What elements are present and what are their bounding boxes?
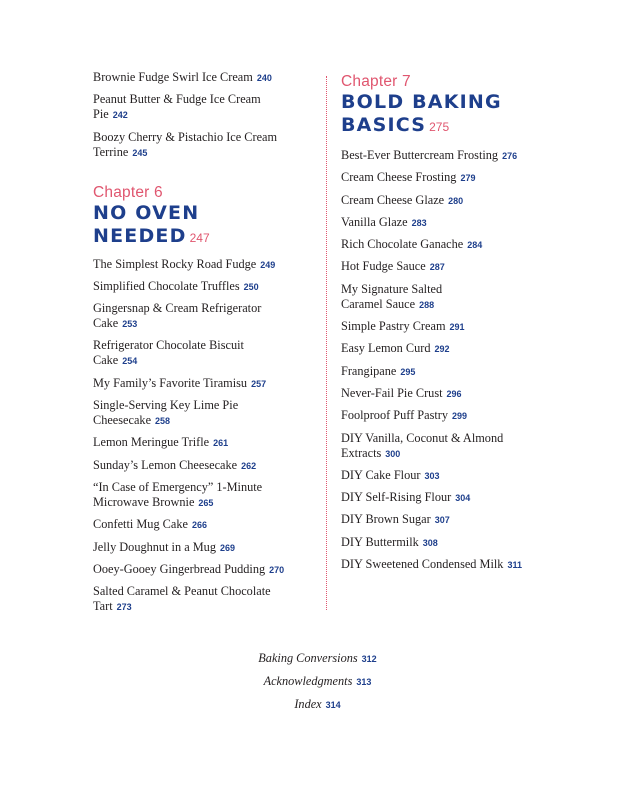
entry-page-number: 240 (256, 73, 272, 83)
entry-title: Cheesecake (93, 413, 152, 428)
entry-page-number: 311 (507, 560, 522, 571)
chapter-label: Chapter 7 (341, 73, 411, 90)
toc-entry[interactable] (341, 215, 556, 231)
chapter-page: 275 (429, 120, 450, 134)
entry-title: Lemon Meringue Trifle (93, 435, 210, 450)
entry-title: My Signature Salted (341, 281, 443, 296)
entry-title: Pie (93, 107, 109, 122)
entry-page-number: 273 (116, 602, 132, 613)
entry-page-number: 287 (429, 262, 445, 273)
entry-title: DIY Buttermilk (341, 534, 419, 549)
entry-title: Single-Serving Key Lime Pie (93, 398, 239, 413)
entry-page-number: 270 (269, 564, 285, 575)
entry-page-number: 258 (155, 416, 171, 427)
toc-entry[interactable] (93, 540, 293, 556)
entry-page-number: 254 (122, 356, 138, 367)
entry-page-number: 291 (449, 322, 465, 333)
toc-entry[interactable] (93, 301, 293, 332)
toc-entry[interactable] (341, 193, 556, 209)
entry-title: Frangipane (341, 363, 397, 378)
entry-page-number: 279 (460, 173, 476, 184)
entry-page-number: 266 (191, 520, 207, 531)
entry-title: Brownie Fudge Swirl Ice Cream (93, 70, 253, 84)
chapter-7-entries (341, 148, 556, 573)
back-entry[interactable]: Acknowledgments 313 (263, 674, 372, 688)
entry-title: Tart (93, 599, 113, 614)
entry-page-number: 245 (132, 147, 148, 158)
toc-entry[interactable] (341, 535, 556, 551)
entry-page-number: 262 (241, 460, 257, 471)
back-entry[interactable]: Baking Conversions 312 (258, 651, 377, 665)
entry-title: Easy Lemon Curd (341, 341, 431, 356)
toc-entry[interactable] (341, 282, 556, 313)
entry-page-number: 280 (448, 195, 464, 206)
toc-entry[interactable] (93, 398, 293, 429)
entry-title: Salted Caramel & Peanut Chocolate (93, 584, 271, 599)
toc-entry[interactable] (93, 279, 293, 295)
chapter-6-entries (93, 257, 293, 616)
toc-entry[interactable] (93, 458, 293, 474)
toc-entry[interactable] (341, 170, 556, 186)
entry-title: Cream Cheese Frosting (341, 170, 457, 185)
toc-entry[interactable] (341, 468, 556, 484)
toc-entry[interactable] (341, 408, 556, 424)
toc-entry[interactable] (341, 319, 556, 335)
column-divider (326, 76, 327, 610)
entry-title: Cake (93, 353, 119, 368)
entry-title: Best-Ever Buttercream Frosting (341, 148, 499, 162)
entry-page-number: 288 (419, 299, 435, 310)
toc-entry[interactable] (93, 562, 293, 578)
entry-page-number: 308 (422, 537, 438, 548)
chapter-7-heading (341, 73, 556, 139)
toc-entry[interactable] (93, 517, 293, 533)
right-column (341, 70, 556, 579)
toc-entry[interactable] (341, 557, 556, 573)
entry-title: My Family’s Favorite Tiramisu (93, 375, 248, 390)
entry-page-number: 304 (455, 493, 471, 504)
toc-entry[interactable] (341, 259, 556, 275)
entry-title: DIY Vanilla, Coconut & Almond (341, 430, 504, 445)
entry-title: Cake (93, 316, 119, 331)
entry-page-number: 261 (213, 438, 229, 449)
entry-page-number: 284 (467, 240, 483, 251)
chapter-page: 247 (189, 230, 210, 245)
entry-page-number: 295 (400, 366, 416, 377)
entry-title: DIY Sweetened Condensed Milk (341, 557, 504, 572)
entry-page-number: 242 (112, 110, 128, 121)
entry-page-number: 276 (502, 151, 518, 161)
entry-title: DIY Self-Rising Flour (341, 490, 452, 505)
entry-page-number: 253 (122, 319, 138, 330)
entry-title: Cream Cheese Glaze (341, 192, 445, 207)
toc-entry[interactable] (93, 92, 293, 123)
entry-page-number: 299 (452, 411, 468, 422)
entry-title: “In Case of Emergency” 1-Minute (93, 479, 263, 494)
entry-page-number: 269 (219, 542, 235, 553)
chapter-label: Chapter 6 (93, 183, 163, 201)
entry-title: Simple Pastry Cream (341, 319, 446, 334)
toc-entry[interactable] (341, 364, 556, 380)
entry-title: Hot Fudge Sauce (341, 259, 426, 274)
toc-entry[interactable] (93, 376, 293, 392)
entry-title: Caramel Sauce (341, 296, 416, 311)
entry-page-number: 300 (385, 448, 401, 459)
entry-page-number: 257 (251, 378, 267, 389)
toc-entry[interactable] (341, 237, 556, 253)
toc-entry[interactable] (93, 584, 293, 615)
entry-title: Ooey-Gooey Gingerbread Pudding (93, 561, 266, 576)
entry-title: Gingersnap & Cream Refrigerator (93, 301, 262, 316)
chapter-title: NO OVEN NEEDED 247 (93, 201, 210, 247)
entry-title: Never-Fail Pie Crust (341, 385, 443, 400)
entry-title: DIY Cake Flour (341, 467, 421, 482)
chapter-6-heading (93, 184, 293, 250)
entry-page-number: 307 (434, 515, 450, 526)
entry-page-number: 249 (260, 259, 276, 270)
entry-title: Microwave Brownie (93, 494, 195, 509)
entry-title: Boozy Cherry & Pistachio Ice Cream (93, 129, 278, 144)
toc-entry[interactable] (93, 435, 293, 451)
entry-title: Foolproof Puff Pastry (341, 408, 449, 423)
entry-title: Simplified Chocolate Truffles (93, 278, 240, 293)
entry-page-number: 292 (434, 344, 450, 355)
toc-entry[interactable] (341, 490, 556, 506)
entry-title: Rich Chocolate Ganache (341, 237, 464, 252)
toc-entry[interactable] (93, 257, 293, 273)
entry-title: Peanut Butter & Fudge Ice Cream (93, 92, 261, 107)
entry-title: Terrine (93, 144, 129, 159)
toc-entry[interactable] (93, 70, 293, 86)
entry-title: The Simplest Rocky Road Fudge (93, 256, 257, 271)
toc-entry[interactable] (93, 480, 293, 511)
entry-page-number: 250 (243, 281, 259, 292)
left-column (93, 70, 293, 621)
entry-page-number: 296 (446, 388, 462, 399)
entry-title: Confetti Mug Cake (93, 517, 188, 532)
toc-entry[interactable] (93, 130, 293, 161)
entry-title: Vanilla Glaze (341, 214, 408, 229)
entry-page-number: 283 (411, 217, 427, 228)
toc-entry[interactable] (341, 386, 556, 402)
toc-entry[interactable] (341, 431, 556, 462)
entry-title: Sunday’s Lemon Cheesecake (93, 457, 238, 472)
toc-entry[interactable] (93, 338, 293, 369)
entry-title: Extracts (341, 445, 382, 460)
entry-page-number: 303 (424, 470, 440, 481)
toc-entry[interactable] (341, 341, 556, 357)
back-matter (0, 647, 635, 716)
entry-title: DIY Brown Sugar (341, 512, 431, 527)
chapter-title: BOLD BAKING BASICS 275 (341, 91, 502, 136)
entry-title: Refrigerator Chocolate Biscuit (93, 338, 244, 353)
back-entry[interactable]: Index 314 (294, 697, 341, 711)
toc-entry[interactable] (341, 512, 556, 528)
entry-page-number: 265 (198, 497, 214, 508)
entry-title: Jelly Doughnut in a Mug (93, 539, 216, 554)
left-top-entries (93, 70, 293, 161)
toc-entry[interactable] (341, 148, 556, 164)
